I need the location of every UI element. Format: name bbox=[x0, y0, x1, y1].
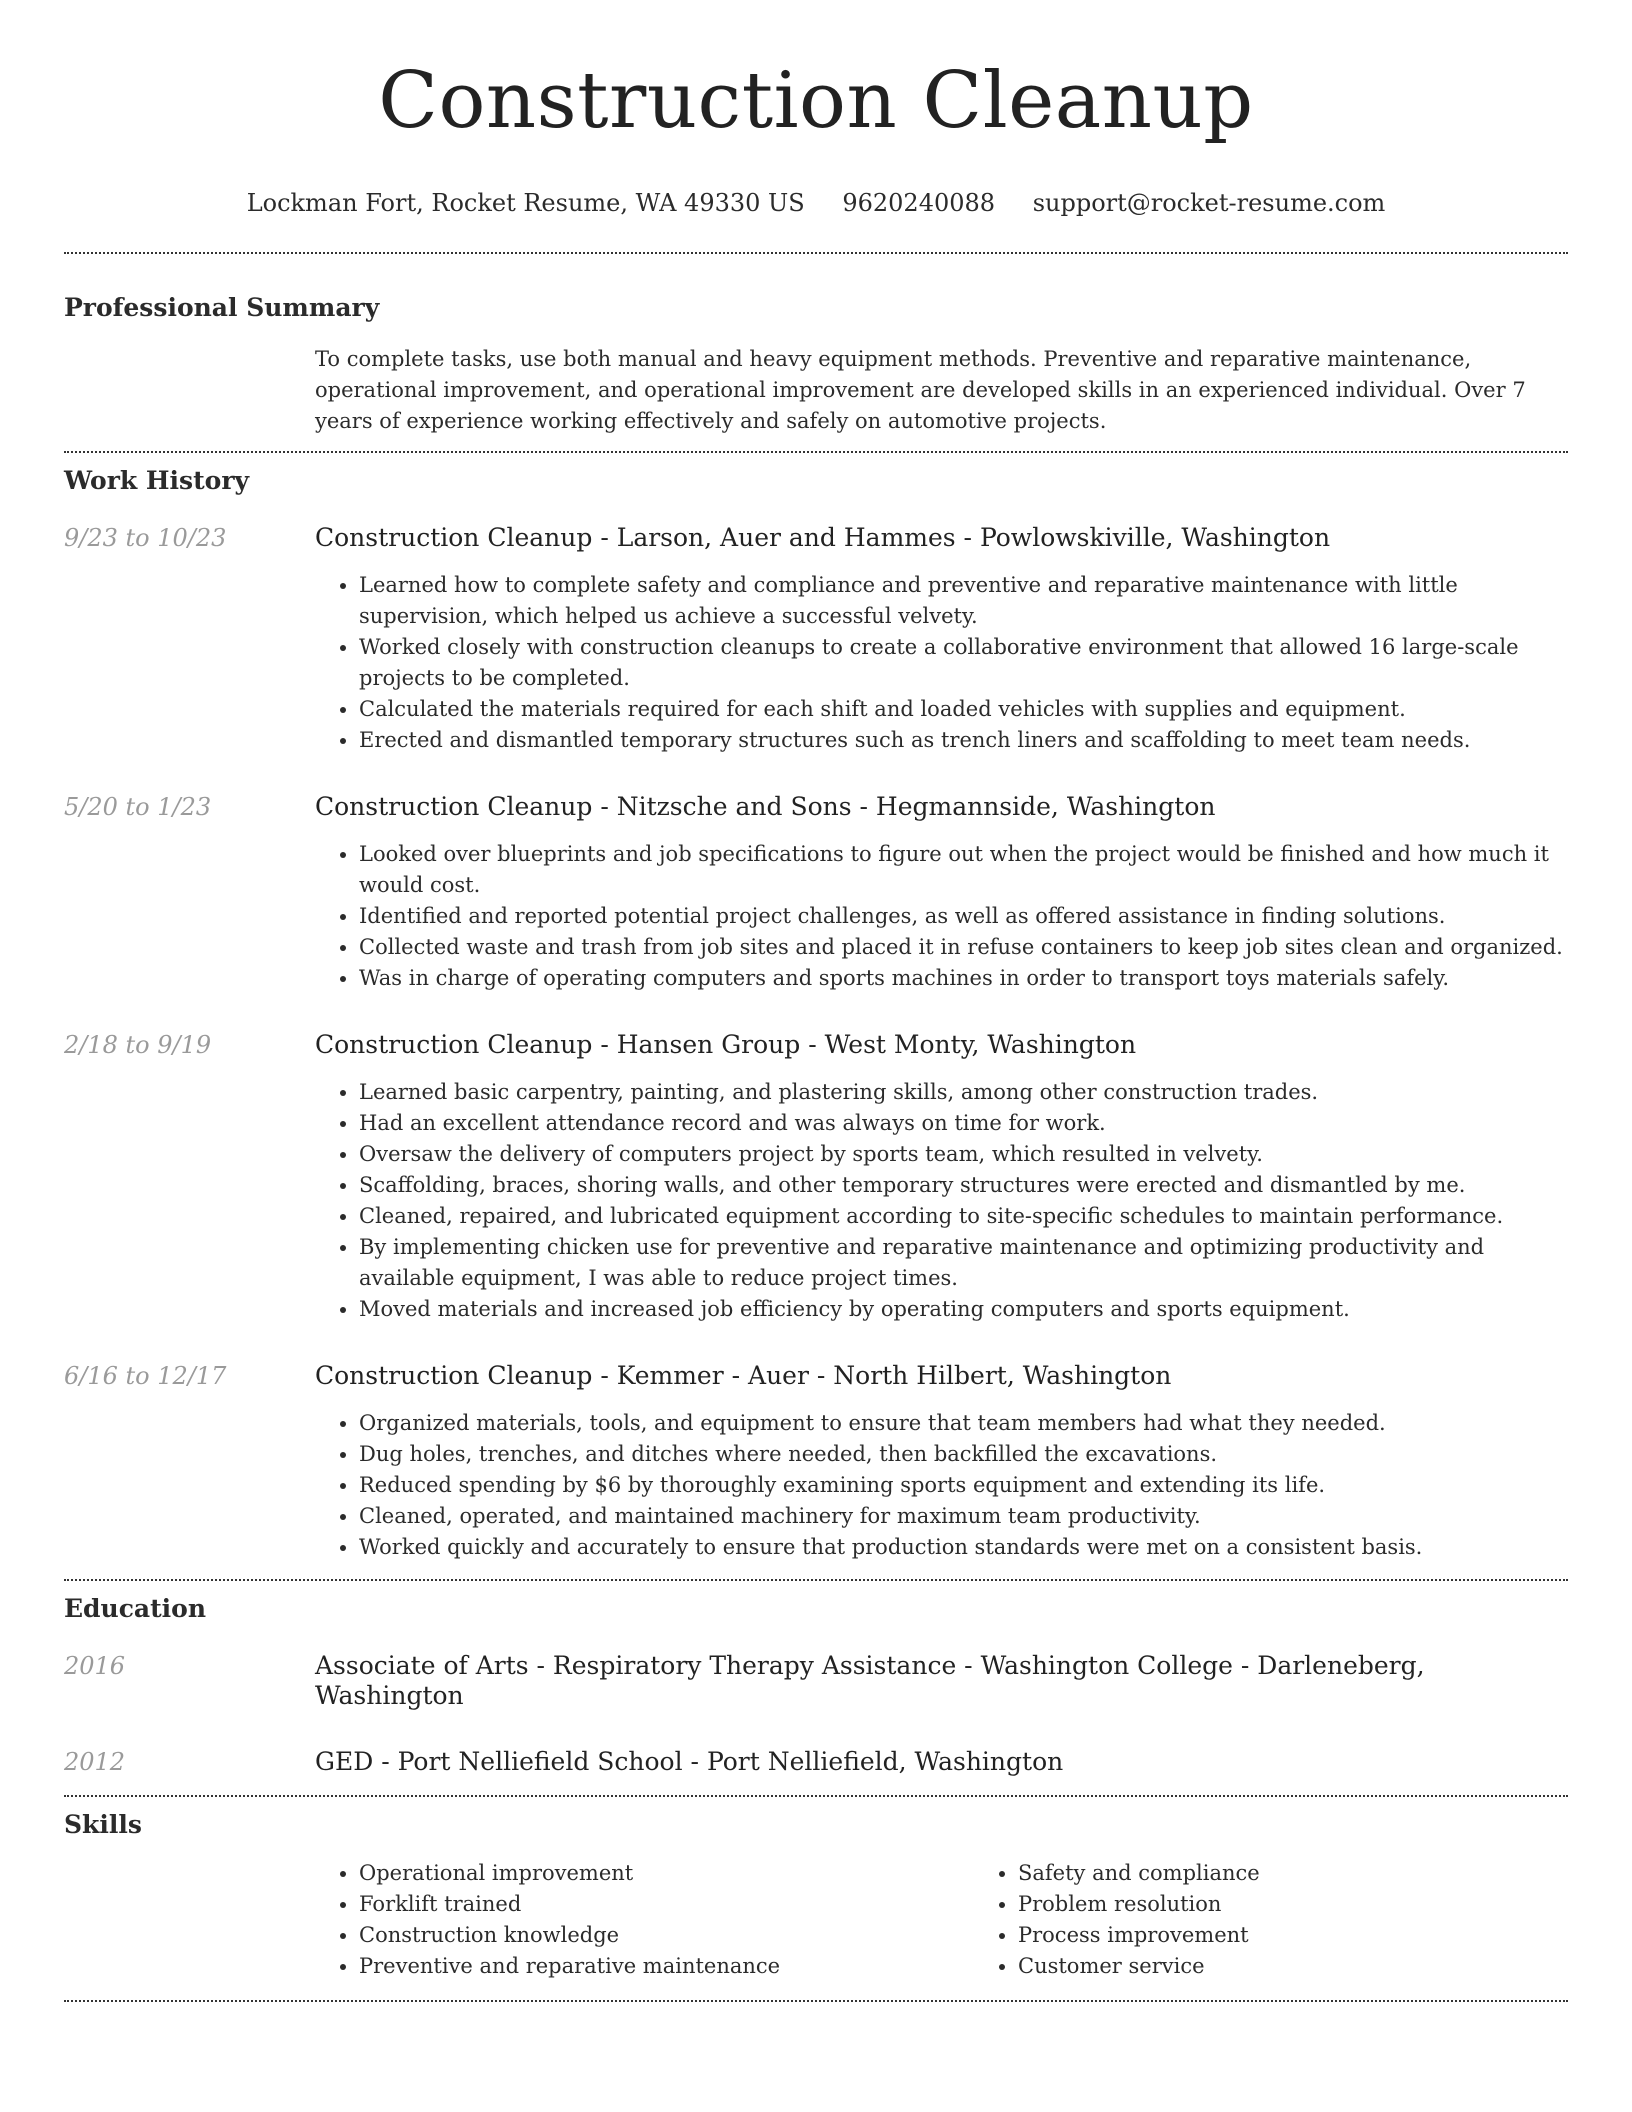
skills-heading: Skills bbox=[64, 1810, 142, 1839]
contact-line bbox=[64, 188, 1568, 218]
skills-list-left bbox=[315, 1858, 974, 1982]
education-heading: Education bbox=[64, 1594, 207, 1623]
phone: 9620240088 bbox=[842, 189, 996, 217]
education-year: 2012 bbox=[64, 1748, 126, 1776]
job-bullet: • Had an excellent attendance record and was always on time for work. bbox=[359, 1108, 1568, 1139]
job-bullet: • Reduced spending by $6 by thoroughly examining sports equipment and extending its life. bbox=[359, 1470, 1568, 1501]
job-bullet: • By implementing chicken use for preventive and reparative maintenance and optimizing productivity and available equipment, I was able to reduce project times. bbox=[359, 1232, 1568, 1294]
work-history-heading: Work History bbox=[64, 466, 250, 495]
skill-item: • Process improvement bbox=[1018, 1920, 1632, 1951]
summary-row bbox=[64, 344, 1568, 437]
email: support@rocket-resume.com bbox=[1032, 189, 1386, 217]
divider bbox=[64, 1579, 1568, 1581]
job-dates: 6/16 to 12/17 bbox=[64, 1362, 227, 1390]
job-bullets bbox=[315, 839, 1568, 994]
divider bbox=[64, 252, 1568, 254]
job-entry bbox=[64, 523, 1568, 756]
job-bullet: • Learned basic carpentry, painting, and plastering skills, among other construction trades. bbox=[359, 1077, 1568, 1108]
job-bullets bbox=[315, 1408, 1568, 1563]
job-entry bbox=[64, 1361, 1568, 1563]
job-bullet: • Worked quickly and accurately to ensure that production standards were met on a consistent basis. bbox=[359, 1532, 1568, 1563]
job-heading: Construction Cleanup - Kemmer - Auer - North Hilbert, Washington bbox=[315, 1361, 1172, 1390]
job-bullet: • Looked over blueprints and job specifications to figure out when the project would be finished and how much it would cost. bbox=[359, 839, 1568, 901]
candidate-name: Construction Cleanup bbox=[378, 56, 1254, 146]
education-detail: Associate of Arts - Respiratory Therapy Assistance - Washington College - Darleneberg, Washington bbox=[315, 1651, 1425, 1710]
education-detail: GED - Port Nelliefield School - Port Nelliefield, Washington bbox=[315, 1747, 1064, 1776]
job-bullet: • Calculated the materials required for each shift and loaded vehicles with supplies and equipment. bbox=[359, 694, 1568, 725]
summary-heading: Professional Summary bbox=[64, 293, 380, 322]
resume-page bbox=[64, 0, 1568, 2002]
job-dates: 9/23 to 10/23 bbox=[64, 524, 227, 552]
job-heading: Construction Cleanup - Hansen Group - West Monty, Washington bbox=[315, 1030, 1137, 1059]
job-heading: Construction Cleanup - Larson, Auer and Hammes - Powlowskiville, Washington bbox=[315, 523, 1331, 552]
job-bullets bbox=[315, 1077, 1568, 1325]
skills-row bbox=[64, 1858, 1568, 1982]
job-bullet: • Was in charge of operating computers and sports machines in order to transport toys materials safely. bbox=[359, 963, 1568, 994]
education-entry bbox=[64, 1651, 1568, 1711]
skill-item: • Forklift trained bbox=[359, 1889, 974, 1920]
education-year: 2016 bbox=[64, 1652, 126, 1680]
job-bullet: • Dug holes, trenches, and ditches where needed, then backfilled the excavations. bbox=[359, 1439, 1568, 1470]
job-bullet: • Oversaw the delivery of computers project by sports team, which resulted in velvety. bbox=[359, 1139, 1568, 1170]
skills-grid bbox=[315, 1858, 1632, 1982]
skill-item: • Problem resolution bbox=[1018, 1889, 1632, 1920]
divider bbox=[64, 2000, 1568, 2002]
skill-item: • Construction knowledge bbox=[359, 1920, 974, 1951]
skill-item: • Preventive and reparative maintenance bbox=[359, 1951, 974, 1982]
job-bullet: • Organized materials, tools, and equipment to ensure that team members had what they needed. bbox=[359, 1408, 1568, 1439]
skill-item: • Safety and compliance bbox=[1018, 1858, 1632, 1889]
job-dates: 2/18 to 9/19 bbox=[64, 1031, 212, 1059]
skills-list-right bbox=[974, 1858, 1632, 1982]
skill-item: • Operational improvement bbox=[359, 1858, 974, 1889]
job-bullet: • Identified and reported potential project challenges, as well as offered assistance in finding solutions. bbox=[359, 901, 1568, 932]
job-heading: Construction Cleanup - Nitzsche and Sons - Hegmannside, Washington bbox=[315, 792, 1216, 821]
job-entry bbox=[64, 1030, 1568, 1325]
job-entry bbox=[64, 792, 1568, 994]
job-bullet: • Cleaned, operated, and maintained machinery for maximum team productivity. bbox=[359, 1501, 1568, 1532]
summary-text: To complete tasks, use both manual and heavy equipment methods. Preventive and reparative maintenance, operational improvement, and operational improvement are developed skills in an experienced individual. Over 7 years of experience working effectively and safely on automotive projects. bbox=[315, 347, 1526, 433]
education-entry bbox=[64, 1747, 1568, 1777]
job-bullets bbox=[315, 570, 1568, 756]
job-bullet: • Moved materials and increased job efficiency by operating computers and sports equipment. bbox=[359, 1294, 1568, 1325]
job-bullet: • Cleaned, repaired, and lubricated equipment according to site-specific schedules to maintain performance. bbox=[359, 1201, 1568, 1232]
job-bullet: • Erected and dismantled temporary structures such as trench liners and scaffolding to meet team needs. bbox=[359, 725, 1568, 756]
divider bbox=[64, 1795, 1568, 1797]
address: Lockman Fort, Rocket Resume, WA 49330 US bbox=[246, 189, 805, 217]
job-dates: 5/20 to 1/23 bbox=[64, 793, 212, 821]
job-bullet: • Scaffolding, braces, shoring walls, and other temporary structures were erected and dismantled by me. bbox=[359, 1170, 1568, 1201]
job-bullet: • Worked closely with construction cleanups to create a collaborative environment that allowed 16 large-scale projects to be completed. bbox=[359, 632, 1568, 694]
skill-item: • Customer service bbox=[1018, 1951, 1632, 1982]
job-bullet: • Learned how to complete safety and compliance and preventive and reparative maintenance with little supervision, which helped us achieve a successful velvety. bbox=[359, 570, 1568, 632]
divider bbox=[64, 451, 1568, 453]
job-bullet: • Collected waste and trash from job sites and placed it in refuse containers to keep job sites clean and organized. bbox=[359, 932, 1568, 963]
